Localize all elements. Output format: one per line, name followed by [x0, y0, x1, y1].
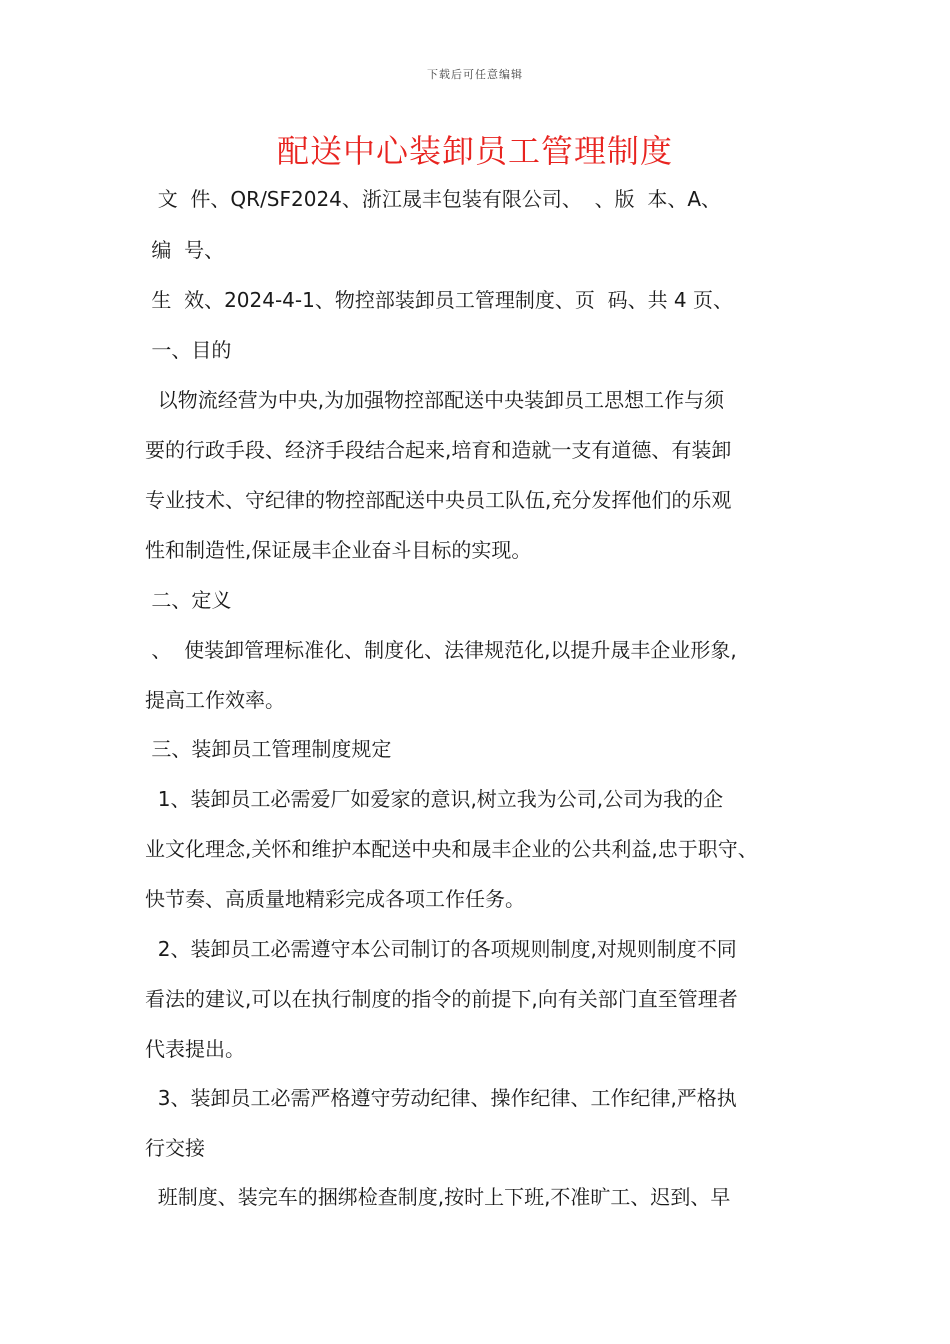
paragraph-line: 代表提出。	[145, 1037, 245, 1061]
section-heading-purpose: 一、目的	[145, 338, 232, 362]
paragraph-line: 看法的建议,可以在执行制度的指令的前提下,向有关部门直至管理者	[145, 987, 738, 1011]
paragraph-line: 行交接	[145, 1136, 205, 1160]
paragraph-line: 1、装卸员工必需爱厂如爱家的意识,树立我为公司,公司为我的企	[145, 787, 724, 811]
meta-line-number: 编 号、	[145, 238, 225, 262]
section-heading-definition: 二、定义	[145, 588, 232, 612]
header-note: 下载后可任意编辑	[427, 68, 523, 81]
meta-line-file: 文 件、QR/SF2024、浙江晟丰包装有限公司、 、版 本、A、	[145, 187, 722, 211]
meta-line-effective: 生 效、2024-4-1、物控部装卸员工管理制度、页 码、共 4 页、	[145, 288, 734, 312]
paragraph-line: 性和制造性,保证晟丰企业奋斗目标的实现。	[145, 538, 532, 562]
document-title: 配送中心装卸员工管理制度	[276, 132, 673, 170]
paragraph-line: 3、装卸员工必需严格遵守劳动纪律、操作纪律、工作纪律,严格执	[145, 1086, 737, 1110]
paragraph-line: 、 使装卸管理标准化、制度化、法律规范化,以提升晟丰企业形象,	[145, 638, 737, 662]
paragraph-line: 班制度、装完车的捆绑检查制度,按时上下班,不准旷工、迟到、早	[145, 1185, 731, 1209]
paragraph-line: 2、装卸员工必需遵守本公司制订的各项规则制度,对规则制度不同	[145, 937, 737, 961]
paragraph-line: 专业技术、守纪律的物控部配送中央员工队伍,充分发挥他们的乐观	[145, 488, 732, 512]
paragraph-line: 以物流经营为中央,为加强物控部配送中央装卸员工思想工作与须	[145, 388, 725, 412]
paragraph-line: 快节奏、高质量地精彩完成各项工作任务。	[145, 887, 525, 911]
section-heading-rules: 三、装卸员工管理制度规定	[145, 737, 392, 761]
paragraph-line: 业文化理念,关怀和维护本配送中央和晟丰企业的公共利益,忠于职守、	[145, 837, 758, 861]
paragraph-line: 提高工作效率。	[145, 688, 285, 712]
paragraph-line: 要的行政手段、经济手段结合起来,培育和造就一支有道德、有装卸	[145, 438, 732, 462]
